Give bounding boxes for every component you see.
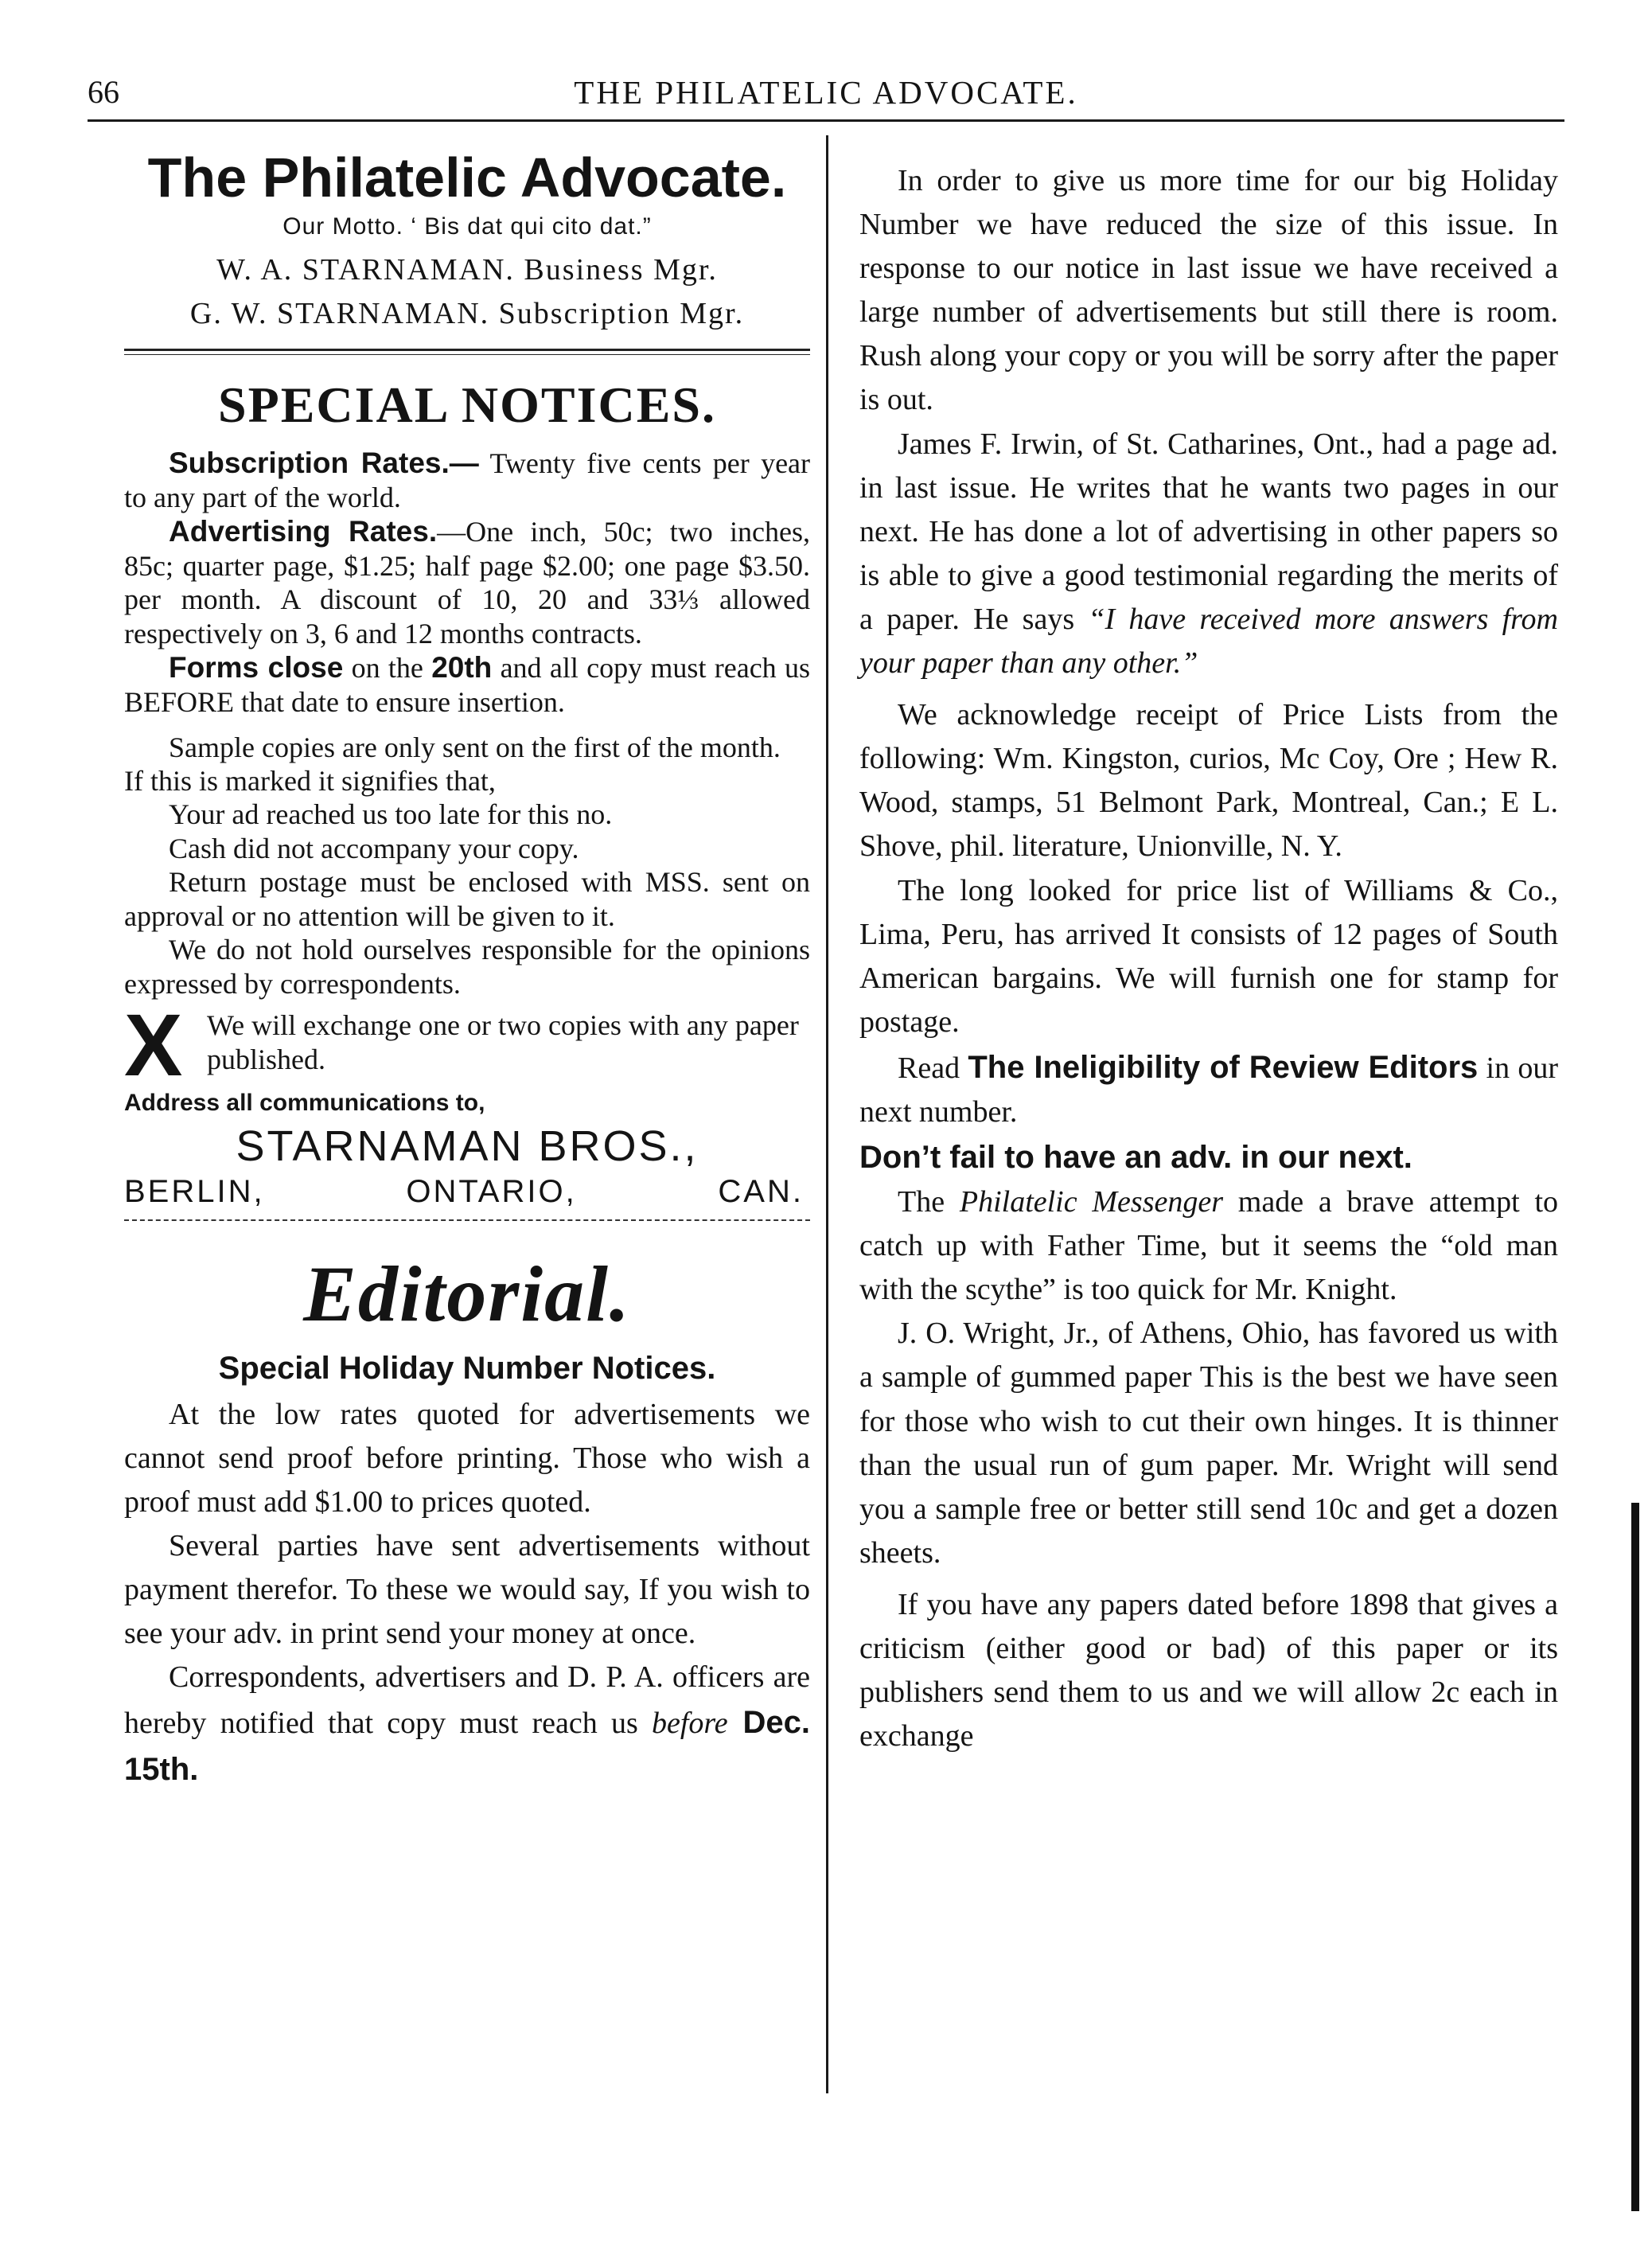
- header-rule: [88, 119, 1564, 122]
- page-number: 66: [88, 74, 119, 110]
- advertising-rates-lead: Advertising Rates.: [169, 515, 438, 548]
- forms-close-mid: on the: [343, 652, 432, 685]
- firm-location: [124, 1174, 810, 1210]
- subscription-rates: [124, 446, 810, 514]
- return-postage: Return postage must be enclosed with MSS. sent on approval or no attention will be given to it.: [124, 866, 810, 932]
- subscription-rates-text: Twenty five cents per year to any part of the world.: [124, 447, 811, 513]
- firm-city: BERLIN,: [124, 1173, 265, 1209]
- masthead-title: The Philatelic Advocate.: [147, 146, 787, 209]
- article-paragraph: If you have any papers dated before 1898 that gives a criticism (either good or bad) of this paper or its publishers send them to us and we will allow 2c each in exchange: [859, 1587, 1558, 1753]
- adv-callout: Don’t fail to have an adv. in our next.: [859, 1140, 1412, 1176]
- irwin-text: James F. Irwin, of St. Catharines, Ont., had a page ad. in last issue. He writes that he wants two pages in our next. He has done a lot of advertising in other papers so is able to give a good testimonial regarding the merits of a paper. He says: [859, 427, 1558, 636]
- right-column: [859, 159, 1558, 1758]
- column-divider: [826, 135, 828, 2093]
- article-paragraph: The long looked for price list of Williams & Co., Lima, Peru, has arrived It consists of 12 pages of South American bargains. We will furnish one for stamp for postage.: [859, 873, 1558, 1039]
- advertising-rates: [124, 514, 810, 650]
- marked-item: Your ad reached us too late for this no.: [169, 798, 613, 831]
- special-notices-heading: SPECIAL NOTICES.: [218, 376, 716, 434]
- editorial-title: Editorial.: [303, 1249, 631, 1338]
- sample-copies: Sample copies are only sent on the first of the month.: [169, 731, 781, 763]
- masthead-rule: [124, 349, 810, 355]
- motto: Our Motto. ‘ Bis dat qui cito dat.”: [282, 213, 652, 240]
- article-paragraph: We acknowledge receipt of Price Lists from the following: Wm. Kingston, curios, Mc Coy, Ore ; Hew R. Wood, stamps, 51 Belmont Park, Montreal, Can.; E L. Shove, phil. literature, Unionville, N. Y.: [859, 698, 1558, 864]
- forms-close-lead: Forms close: [169, 651, 344, 685]
- marked-intro: If this is marked it signifies that,: [124, 764, 496, 797]
- messenger-text: made a brave attempt to catch up with Father Time, but it seems the “old man with the scythe” is too quick for Mr. Knight.: [859, 1185, 1558, 1307]
- editorial-paragraph: Several parties have sent advertisements without payment therefor. To these we would say, If you wish to see your adv. in print send your money at once.: [124, 1529, 810, 1651]
- read-rest: in our next number.: [859, 1051, 1558, 1129]
- article-paragraph: [859, 1180, 1558, 1312]
- article-paragraph: [859, 1044, 1558, 1134]
- subscription-manager: G. W. STARNAMAN. Subscription Mgr.: [189, 297, 745, 331]
- subscription-rates-lead: Subscription Rates.—: [169, 447, 479, 480]
- exchange-text: We will exchange one or two copies with any paper published.: [207, 1009, 799, 1075]
- address-label: Address all communications to,: [124, 1089, 485, 1116]
- article-paragraph: In order to give us more time for our big Holiday Number we have reduced the size of this issue. In response to our notice in last issue we have received a large number of advertisements but still there is room. Rush along your copy or you will be sorry after the paper is out.: [859, 164, 1558, 417]
- exchange-notice: [124, 997, 810, 1095]
- editorial-paragraph: [124, 1656, 810, 1792]
- marked-item: Cash did not accompany your copy.: [169, 832, 579, 864]
- page-header: [88, 73, 1564, 124]
- x-mark: X: [124, 997, 183, 1095]
- marked-list: [124, 798, 810, 865]
- section-rule: [124, 1219, 810, 1221]
- forms-close-text: and all copy must reach us BEFORE that date to ensure insertion.: [124, 652, 810, 719]
- editorial-deadline: Dec. 15th.: [124, 1705, 811, 1787]
- forms-close: [124, 650, 810, 719]
- running-title: THE PHILATELIC ADVOCATE.: [574, 74, 1078, 111]
- messenger-the: The: [898, 1185, 960, 1219]
- editorial-subheading: Special Holiday Number Notices.: [218, 1350, 716, 1386]
- article-paragraph: [859, 423, 1558, 686]
- editorial-paragraph: At the low rates quoted for advertisements we cannot send proof before printing. Those who wish a proof must add $1.00 to prices quoted.: [124, 1397, 810, 1519]
- forms-close-date: 20th: [431, 651, 493, 685]
- business-manager: W. A. STARNAMAN. Business Mgr.: [216, 253, 718, 287]
- editorial-para3-text: Correspondents, advertisers and D. P. A. officers are hereby notified that copy must reach us: [124, 1660, 810, 1741]
- left-column: [124, 147, 810, 1792]
- firm-province: ONTARIO,: [406, 1173, 577, 1209]
- responsibility-notice: We do not hold ourselves responsible for the opinions expressed by correspondents.: [124, 934, 810, 1000]
- irwin-quote: “I have received more answers from your paper than any other.”: [859, 602, 1558, 681]
- editorial-para3-italic: before: [652, 1707, 728, 1741]
- review-editors-title: The Ineligibility of Review Editors: [968, 1049, 1479, 1085]
- article-paragraph: J. O. Wright, Jr., of Athens, Ohio, has favored us with a sample of gummed paper This is the best we have seen for those who wish to cut their own hinges. It is thinner than the usual run of gum paper. Mr. Wright will send you a sample free or better still send 10c and get a dozen sheets.: [859, 1317, 1558, 1570]
- firm-name: STARNAMAN BROS.,: [236, 1122, 699, 1170]
- messenger-title: Philatelic Messenger: [959, 1185, 1224, 1219]
- margin-bar: [1631, 1503, 1639, 2211]
- advertising-rates-text: —One inch, 50c; two inches, 85c; quarter page, $1.25; half page $2.00; one page $3.50. per month. A discount of 10, 20 and 33⅓ allowed respectively on 3, 6 and 12 months contracts.: [124, 516, 811, 649]
- read-text: Read: [898, 1051, 968, 1085]
- firm-country: CAN.: [718, 1173, 804, 1209]
